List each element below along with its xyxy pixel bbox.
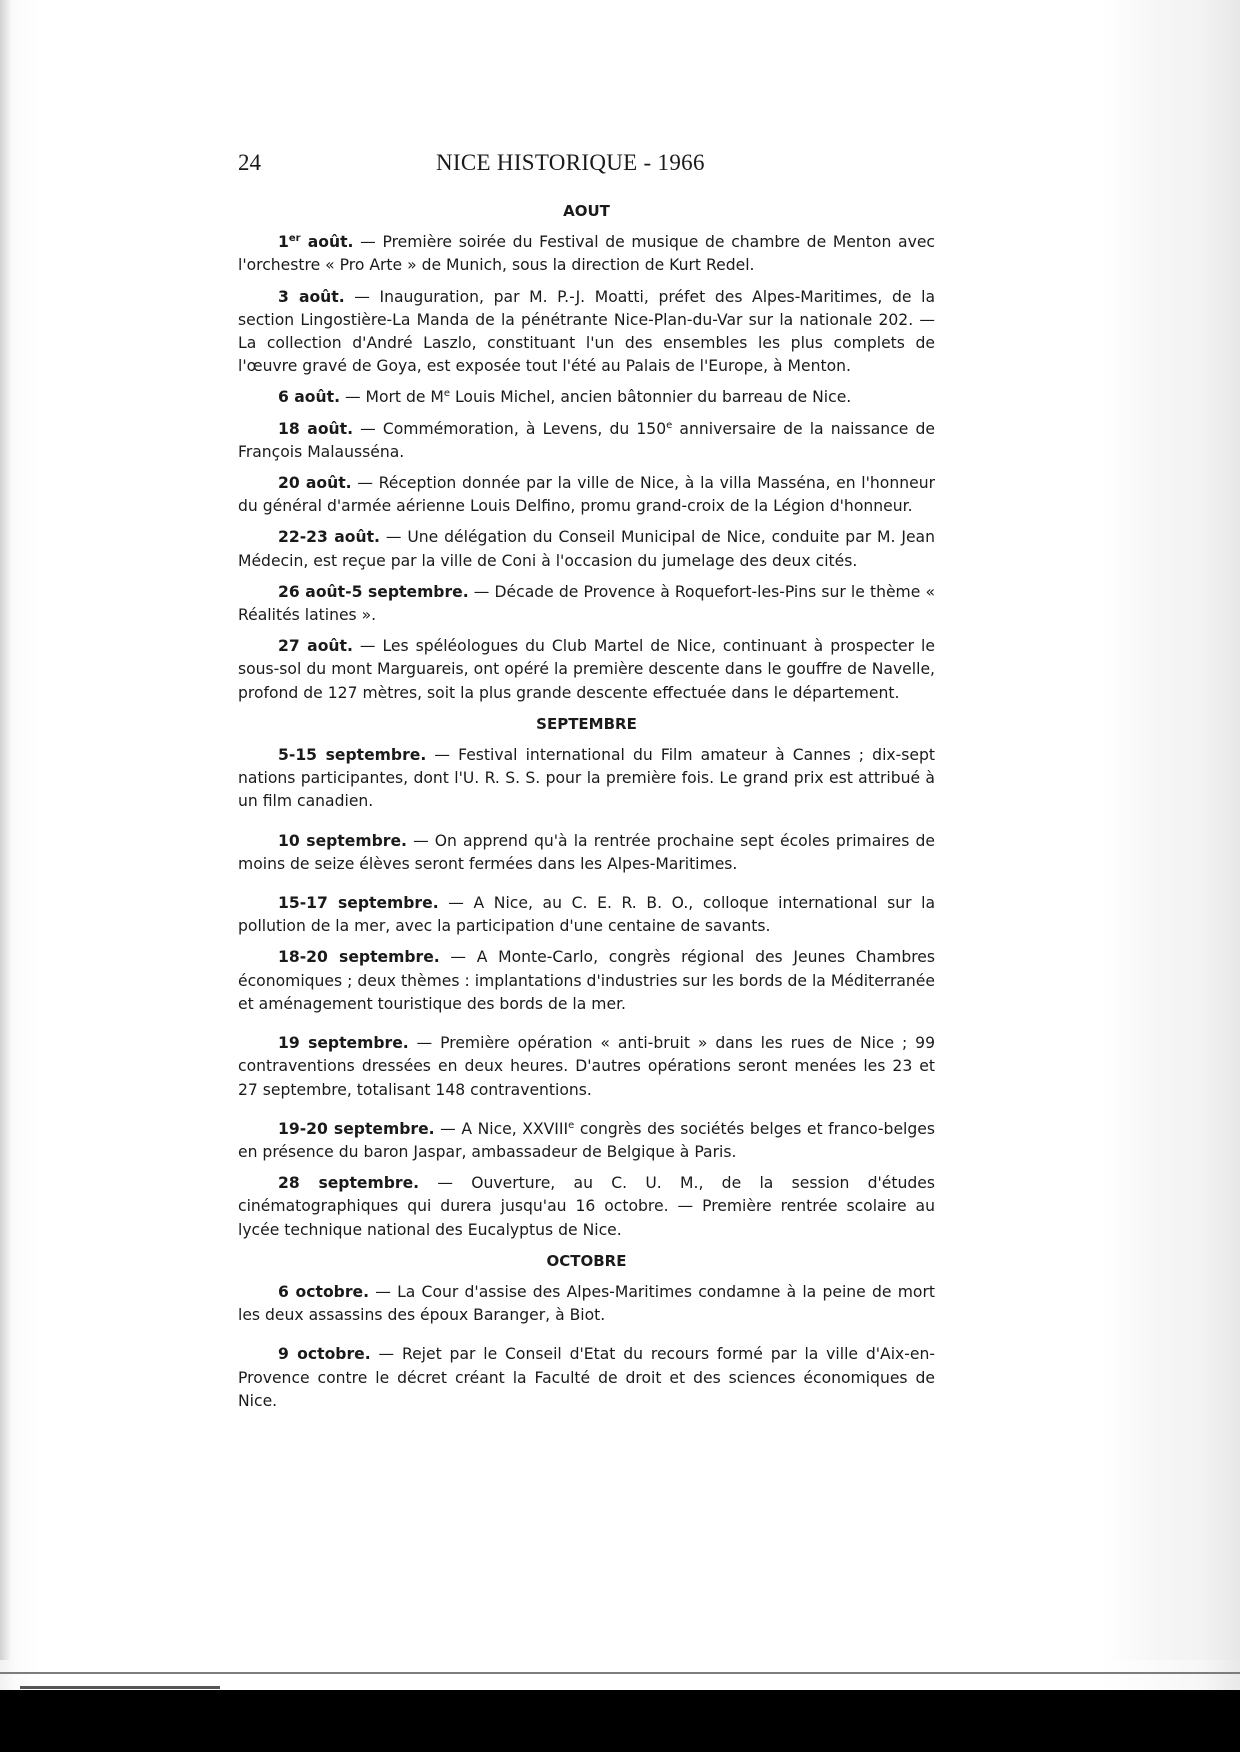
chronicle-content — [238, 200, 935, 1421]
entry-date: 18-20 septembre. — [278, 948, 440, 967]
page-left-edge — [0, 0, 10, 1660]
entry-text: — Ouverture, au C. U. M., de la session d'études cinématographiques qui durera jusqu'au 16 octobre. — Première rentrée scolaire au lycée technique national des Eucalyptus de Nice. — [238, 1174, 936, 1239]
entry — [238, 946, 935, 1016]
entry-date: 26 août-5 septembre. — [278, 582, 469, 601]
page-number: 24 — [238, 150, 261, 175]
entry-date: 9 octobre. — [278, 1345, 371, 1364]
entry-text: — Rejet par le Conseil d'Etat du recours formé par la ville d'Aix-en-Provence contre le décret créant la Faculté de droit et des sciences économiques de Nice. — [238, 1345, 935, 1410]
entry — [238, 1281, 935, 1327]
entry — [238, 526, 935, 572]
running-title: NICE HISTORIQUE - 1966 — [436, 150, 705, 175]
scan-bottom-border — [0, 1690, 1240, 1752]
entry-text: — Réception donnée par la ville de Nice, à la villa Masséna, en l'honneur du général d'armée aérienne Louis Delfino, promu grand-croix de la Légion d'honneur. — [238, 474, 935, 516]
entry-date: 27 août. — [278, 637, 353, 656]
page-header — [238, 146, 938, 180]
section-heading-octobre: OCTOBRE — [546, 1251, 627, 1270]
entry-date: 18 août. — [278, 419, 354, 438]
entry-date: 15-17 septembre. — [278, 894, 439, 913]
entry — [238, 581, 935, 627]
entry — [238, 892, 935, 938]
entry-date: 28 septembre. — [278, 1174, 420, 1193]
entry-text: — Les spéléologues du Club Martel de Nice, continuant à prospecter le sous-sol du mont Marguareis, ont opéré la première descente dans le gouffre de Navelle, profond de 127 mètres, soit la plus grande descente effectuée dans le département. — [238, 637, 935, 702]
entry-date: 1er août. — [278, 233, 354, 252]
entry — [238, 418, 935, 464]
entry — [238, 1118, 935, 1164]
entry-date: 6 août. — [278, 388, 340, 407]
entry-text: — A Nice, XXVIIIe congrès des sociétés belges et franco-belges en présence du baron Jaspar, ambassadeur de Belgique à Paris. — [238, 1119, 935, 1161]
entry-text: — Décade de Provence à Roquefort-les-Pins sur le thème « Réalités latines ». — [238, 582, 935, 625]
section-heading-septembre: SEPTEMBRE — [536, 714, 637, 733]
page-right-edge — [1105, 0, 1240, 1660]
entry-text: — Inauguration, par M. P.-J. Moatti, préfet des Alpes-Maritimes, de la section Lingostière-La Manda de la pénétrante Nice-Plan-du-Var sur la nationale 202. — La collection d'André Laszlo, constituant l'un des ensembles les plus complets de l'œuvre gravé de Goya, est exposée tout l'été au Palais de l'Europe, à Menton. — [238, 287, 935, 376]
entry-date: 6 octobre. — [278, 1282, 370, 1301]
entry-date: 19 septembre. — [278, 1034, 409, 1053]
entry-text: — Commémoration, à Levens, du 150e anniversaire de la naissance de François Malausséna. — [238, 419, 935, 461]
entry-text: — On apprend qu'à la rentrée prochaine sept écoles primaires de moins de seize élèves seront fermées dans les Alpes-Maritimes. — [238, 831, 936, 873]
entry-text: — La Cour d'assise des Alpes-Maritimes condamne à la peine de mort les deux assassins des époux Baranger, à Biot. — [238, 1282, 935, 1325]
entry-date: 20 août. — [278, 474, 352, 493]
entry-text: — Mort de Me Louis Michel, ancien bâtonnier du barreau de Nice. — [340, 388, 852, 407]
entry-text: — Une délégation du Conseil Municipal de Nice, conduite par M. Jean Médecin, est reçue par la ville de Coni à l'occasion du jumelage des deux cités. — [238, 528, 935, 570]
section-heading-aout: AOUT — [563, 202, 610, 220]
entry — [238, 386, 935, 409]
entry-text: — A Monte-Carlo, congrès régional des Jeunes Chambres économiques ; deux thèmes : implantations d'industries sur les bords de la Méditerranée et aménagement touristique des bords de la mer. — [238, 948, 935, 1013]
entry — [238, 286, 935, 379]
page-bottom-rule — [0, 1672, 1240, 1674]
entry-text: — Première soirée du Festival de musique de chambre de Menton avec l'orchestre « Pro Arte » de Munich, sous la direction de Kurt Redel. — [238, 233, 935, 275]
entry — [238, 1343, 935, 1413]
entry-date: 10 septembre. — [278, 831, 407, 850]
entry — [238, 635, 935, 705]
entry-date: 3 août. — [278, 287, 345, 306]
entry — [238, 231, 935, 277]
entry-text: — Festival international du Film amateur à Cannes ; dix-sept nations participantes, dont l'U. R. S. S. pour la première fois. Le grand prix est attribué à un film canadien. — [238, 746, 935, 811]
entry — [238, 830, 935, 876]
entry-date: 5-15 septembre. — [278, 746, 427, 765]
entry — [238, 744, 935, 814]
entry-date: 19-20 septembre. — [278, 1119, 435, 1138]
entry-date: 22-23 août. — [278, 528, 380, 547]
entry — [238, 1032, 935, 1102]
entry-text: — Première opération « anti-bruit » dans les rues de Nice ; 99 contraventions dressées en deux heures. D'autres opérations seront menées les 23 et 27 septembre, totalisant 148 contraventions. — [238, 1034, 936, 1099]
entry — [238, 472, 935, 518]
entry — [238, 1172, 935, 1242]
page-bottom-rule-short — [20, 1686, 220, 1689]
entry-text: — A Nice, au C. E. R. B. O., colloque international sur la pollution de la mer, avec la participation d'une centaine de savants. — [238, 894, 936, 936]
